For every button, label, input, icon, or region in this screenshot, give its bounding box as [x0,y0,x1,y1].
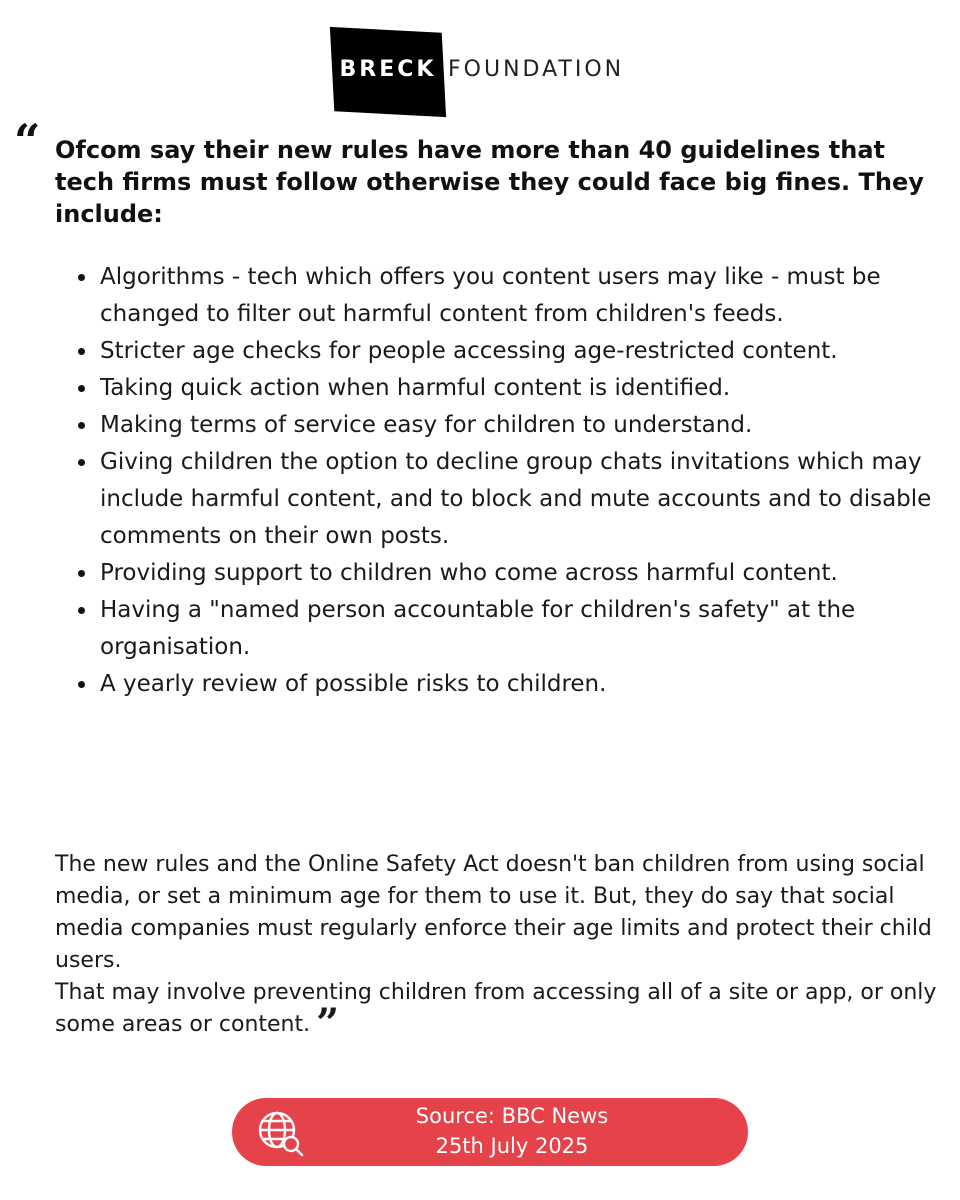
list-item: Making terms of service easy for children to understand. [100,407,945,444]
list-item: A yearly review of possible risks to children. [100,666,945,703]
logo-foundation-text: FOUNDATION [448,57,625,82]
quote-heading: Ofcom say their new rules have more than 40 guidelines that tech firms must follow otherwise they could face big fines. They include: [55,136,924,228]
close-quote-mark: ” [316,1000,340,1047]
list-item: Algorithms - tech which offers you content users may like - must be changed to filter out harmful content from children's feeds. [100,259,945,333]
logo-breck-text: BRECK [339,57,437,82]
open-quote-mark: “ [14,114,41,168]
list-item: Taking quick action when harmful content is identified. [100,370,945,407]
breck-foundation-logo [332,30,642,114]
guidelines-list [100,259,945,703]
paragraph-text: The new rules and the Online Safety Act doesn't ban children from using social media, or set a minimum age for them to use it. But, they do say that social media companies must regularly enforce their age limits and protect their child users. [55,852,932,973]
source-date: 25th July 2025 [435,1134,589,1158]
closing-paragraph [55,849,945,1047]
list-item: Giving children the option to decline group chats invitations which may include harmful content, and to block and mute accounts and to disable comments on their own posts. [100,444,945,555]
paragraph-text: That may involve preventing children from accessing all of a site or app, or only some areas or content. [55,980,937,1037]
list-item: Providing support to children who come across harmful content. [100,555,945,592]
source-name: Source: BBC News [415,1104,609,1128]
source-badge [232,1098,748,1166]
paragraph-text-with-quote [55,977,945,1047]
source-text [292,1101,732,1161]
list-item: Having a "named person accountable for children's safety" at the organisation. [100,592,945,666]
list-item: Stricter age checks for people accessing age-restricted content. [100,333,945,370]
